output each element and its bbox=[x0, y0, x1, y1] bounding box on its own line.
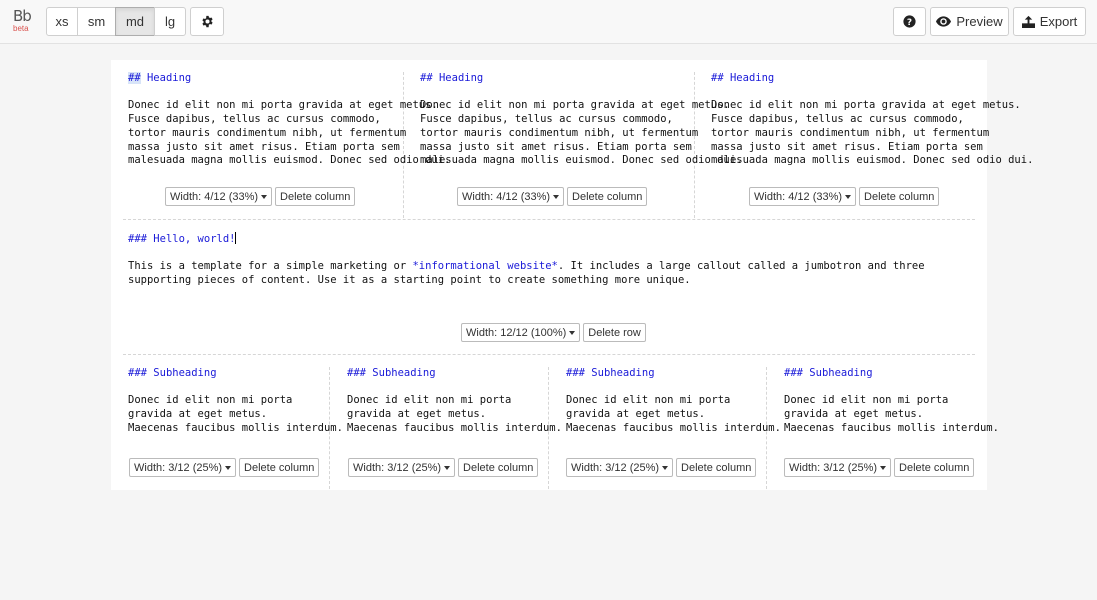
size-button-xs[interactable]: xs bbox=[46, 7, 78, 36]
width-dropdown[interactable]: Width: 4/12 (33%) bbox=[749, 187, 856, 206]
delete-column-button[interactable]: Delete column bbox=[676, 458, 756, 477]
eye-icon bbox=[936, 16, 951, 27]
column-divider bbox=[403, 72, 404, 218]
size-button-md[interactable]: md bbox=[115, 7, 155, 36]
preview-button[interactable] bbox=[930, 7, 1009, 36]
caret-down-icon bbox=[569, 331, 575, 335]
markdown-editor[interactable]: ### Subheading Donec id elit non mi porta gravida at eget metus. Maecenas faucibus mollis interdum. bbox=[784, 367, 999, 434]
width-dropdown[interactable]: Width: 4/12 (33%) bbox=[165, 187, 272, 206]
markdown-editor[interactable]: ## Heading Donec id elit non mi porta gravida at eget metus. Fusce dapibus, tellus ac cursus commodo, tortor mauris condimentum nibh, ut fermentum massa justo sit amet risus. Etiam porta sem malesuada magna mollis euismod. Donec sed odio dui. bbox=[128, 72, 451, 167]
svg-text:?: ? bbox=[906, 17, 913, 28]
row-3 bbox=[123, 355, 999, 485]
column-controls bbox=[457, 187, 647, 206]
gear-icon bbox=[201, 15, 214, 28]
width-dropdown[interactable]: Width: 3/12 (25%) bbox=[784, 458, 891, 477]
help-button[interactable] bbox=[893, 7, 926, 36]
row-2 bbox=[123, 220, 975, 354]
width-dropdown[interactable]: Width: 12/12 (100%) bbox=[461, 323, 580, 342]
caret-down-icon bbox=[261, 195, 267, 199]
toolbar bbox=[0, 0, 1097, 44]
column-controls bbox=[749, 187, 939, 206]
delete-column-button[interactable]: Delete column bbox=[275, 187, 355, 206]
export-label: Export bbox=[1039, 14, 1078, 29]
caret-down-icon bbox=[444, 466, 450, 470]
markdown-editor[interactable]: ### Subheading Donec id elit non mi porta gravida at eget metus. Maecenas faucibus mollis interdum. bbox=[128, 367, 343, 434]
width-dropdown[interactable]: Width: 4/12 (33%) bbox=[457, 187, 564, 206]
width-dropdown[interactable]: Width: 3/12 (25%) bbox=[566, 458, 673, 477]
caret-down-icon bbox=[662, 466, 668, 470]
markdown-editor[interactable]: ## Heading Donec id elit non mi porta gravida at eget metus. Fusce dapibus, tellus ac cursus commodo, tortor mauris condimentum nibh, ut fermentum massa justo sit amet risus. Etiam porta sem malesuada magna mollis euismod. Donec sed odio dui. bbox=[711, 72, 1034, 167]
export-icon bbox=[1022, 15, 1035, 28]
caret-down-icon bbox=[225, 466, 231, 470]
question-circle-icon bbox=[903, 15, 916, 28]
caret-down-icon bbox=[845, 195, 851, 199]
delete-row-button[interactable]: Delete row bbox=[583, 323, 646, 342]
column-controls bbox=[348, 458, 538, 477]
logo-text: Bb bbox=[13, 7, 31, 25]
row-controls bbox=[461, 323, 646, 342]
caret-down-icon bbox=[553, 195, 559, 199]
delete-column-button[interactable]: Delete column bbox=[894, 458, 974, 477]
markdown-editor[interactable]: ### Subheading Donec id elit non mi porta gravida at eget metus. Maecenas faucibus mollis interdum. bbox=[347, 367, 562, 434]
logo-beta-label: beta bbox=[13, 24, 29, 33]
delete-column-button[interactable]: Delete column bbox=[239, 458, 319, 477]
column-controls bbox=[129, 458, 319, 477]
delete-column-button[interactable]: Delete column bbox=[567, 187, 647, 206]
preview-label: Preview bbox=[956, 14, 1003, 29]
delete-column-button[interactable]: Delete column bbox=[458, 458, 538, 477]
markdown-editor[interactable]: ### Hello, world! This is a template for a simple marketing or *informational website*. It includes a large callout called a jumbotron and three supporting pieces of content. Use it as a starting point to create something more unique. bbox=[128, 233, 925, 287]
size-button-sm[interactable]: sm bbox=[77, 7, 116, 36]
column-divider bbox=[694, 72, 695, 218]
column-controls bbox=[165, 187, 355, 206]
caret-down-icon bbox=[880, 466, 886, 470]
text-cursor bbox=[235, 232, 236, 244]
size-button-lg[interactable]: lg bbox=[154, 7, 186, 36]
export-button[interactable] bbox=[1013, 7, 1086, 36]
markdown-editor[interactable]: ## Heading Donec id elit non mi porta gravida at eget metus. Fusce dapibus, tellus ac cursus commodo, tortor mauris condimentum nibh, ut fermentum massa justo sit amet risus. Etiam porta sem malesuada magna mollis euismod. Donec sed odio dui. bbox=[420, 72, 743, 167]
delete-column-button[interactable]: Delete column bbox=[859, 187, 939, 206]
markdown-editor[interactable]: ### Subheading Donec id elit non mi porta gravida at eget metus. Maecenas faucibus mollis interdum. bbox=[566, 367, 781, 434]
layout-canvas bbox=[111, 60, 1034, 490]
width-dropdown[interactable]: Width: 3/12 (25%) bbox=[348, 458, 455, 477]
settings-button[interactable] bbox=[190, 7, 224, 36]
app-logo bbox=[13, 9, 37, 33]
column-controls bbox=[784, 458, 974, 477]
column-controls bbox=[566, 458, 756, 477]
width-dropdown[interactable]: Width: 3/12 (25%) bbox=[129, 458, 236, 477]
row-1 bbox=[123, 60, 1034, 220]
